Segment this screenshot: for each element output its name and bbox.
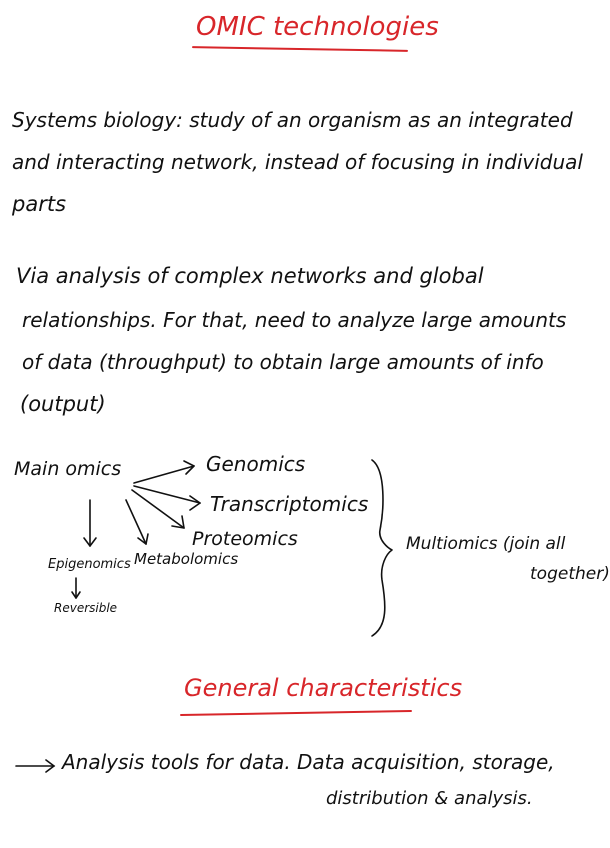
reversible-label: Reversible	[54, 601, 118, 615]
via-analysis-line3: of data (throughput) to obtain large amounts of info	[22, 350, 544, 374]
analysis-tools-line1: Analysis tools for data. Data acquisition, storage,	[62, 750, 555, 774]
epigenomics-label: Epigenomics	[48, 557, 131, 572]
via-analysis-line4: (output)	[20, 392, 106, 416]
main-omics-label: Main omics	[14, 458, 122, 480]
page-title: OMIC technologies	[196, 12, 439, 42]
genomics-label: Genomics	[206, 452, 306, 476]
multiomics-line2: together)	[530, 564, 610, 584]
systems-biology-line2: and interacting network, instead of focusing in individual	[12, 150, 583, 174]
proteomics-label: Proteomics	[192, 528, 298, 550]
via-analysis-line1: Via analysis of complex networks and global	[16, 264, 484, 288]
transcriptomics-label: Transcriptomics	[210, 492, 369, 516]
metabolomics-label: Metabolomics	[134, 550, 239, 568]
systems-biology-line3: parts	[12, 192, 67, 216]
analysis-tools-line2: distribution & analysis.	[326, 788, 533, 809]
via-analysis-line2: relationships. For that, need to analyze large amounts	[22, 308, 567, 332]
section-title-general: General characteristics	[184, 674, 463, 702]
systems-biology-line1: Systems biology: study of an organism as an integrated	[12, 108, 573, 132]
multiomics-line1: Multiomics (join all	[406, 534, 566, 554]
